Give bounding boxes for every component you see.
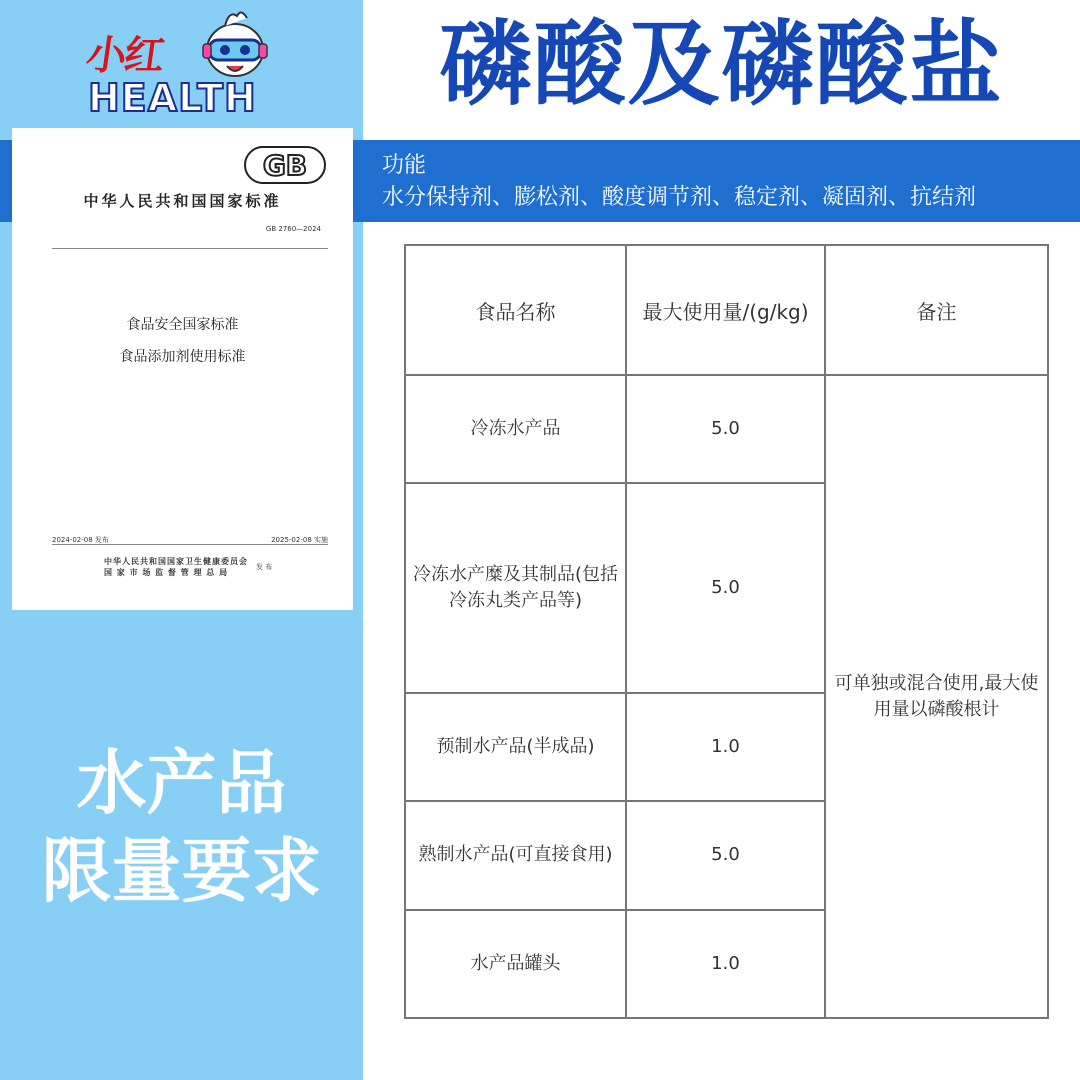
doc-issuer	[104, 556, 248, 578]
divider	[52, 248, 328, 249]
table-header-row	[405, 245, 1048, 375]
cell-food: 熟制水产品(可直接食用)	[405, 801, 626, 909]
cell-max: 5.0	[626, 801, 825, 909]
cell-max: 1.0	[626, 693, 825, 801]
doc-org-title: 中华人民共和国国家标准	[83, 192, 282, 210]
doc-effective-date: 2025-02-08 实施	[271, 536, 328, 544]
doc-issuer-line: 中华人民共和国国家卫生健康委员会	[104, 557, 248, 566]
svg-text:GB: GB	[262, 149, 308, 182]
limits-table	[404, 244, 1049, 1019]
cell-food: 预制水产品(半成品)	[405, 693, 626, 801]
divider	[52, 544, 328, 545]
cell-food: 冷冻水产品	[405, 375, 626, 483]
cell-food: 冷冻水产糜及其制品(包括冷冻丸类产品等)	[405, 483, 626, 692]
header-food-name: 食品名称	[405, 245, 626, 375]
side-heading-line2: 限量要求	[41, 830, 322, 912]
function-text: 水分保持剂、膨松剂、酸度调节剂、稳定剂、凝固剂、抗结剂	[382, 185, 977, 210]
cell-note: 可单独或混合使用,最大使用量以磷酸根计	[825, 375, 1048, 1018]
cell-max: 1.0	[626, 910, 825, 1018]
table-row	[405, 375, 1048, 483]
page-title: 磷酸及磷酸盐	[439, 11, 1004, 118]
cell-food: 水产品罐头	[405, 910, 626, 1018]
header-max-usage: 最大使用量/(g/kg)	[626, 245, 825, 375]
logo-cn-text: 小红	[83, 32, 166, 79]
doc-publish-date: 2024-02-08 发布	[52, 536, 109, 544]
cell-max: 5.0	[626, 483, 825, 692]
doc-title-1: 食品安全国家标准	[126, 317, 239, 333]
gb-logo-icon	[244, 146, 326, 184]
doc-publish-word: 发 布	[256, 563, 273, 571]
doc-issuer-line: 国 家 市 场 监 督 管 理 总 局	[104, 568, 229, 577]
standard-document-cover	[12, 128, 353, 610]
logo-en-text: HEALTH	[88, 76, 257, 120]
doc-title-2: 食品添加剂使用标准	[119, 349, 246, 365]
cell-max: 5.0	[626, 375, 825, 483]
doc-code: GB 2760—2024	[265, 225, 321, 233]
mascot-icon	[195, 6, 275, 86]
header-note: 备注	[825, 245, 1048, 375]
function-label: 功能	[382, 153, 427, 178]
brand-logo	[85, 6, 285, 118]
side-heading-line1: 水产品	[76, 742, 287, 824]
